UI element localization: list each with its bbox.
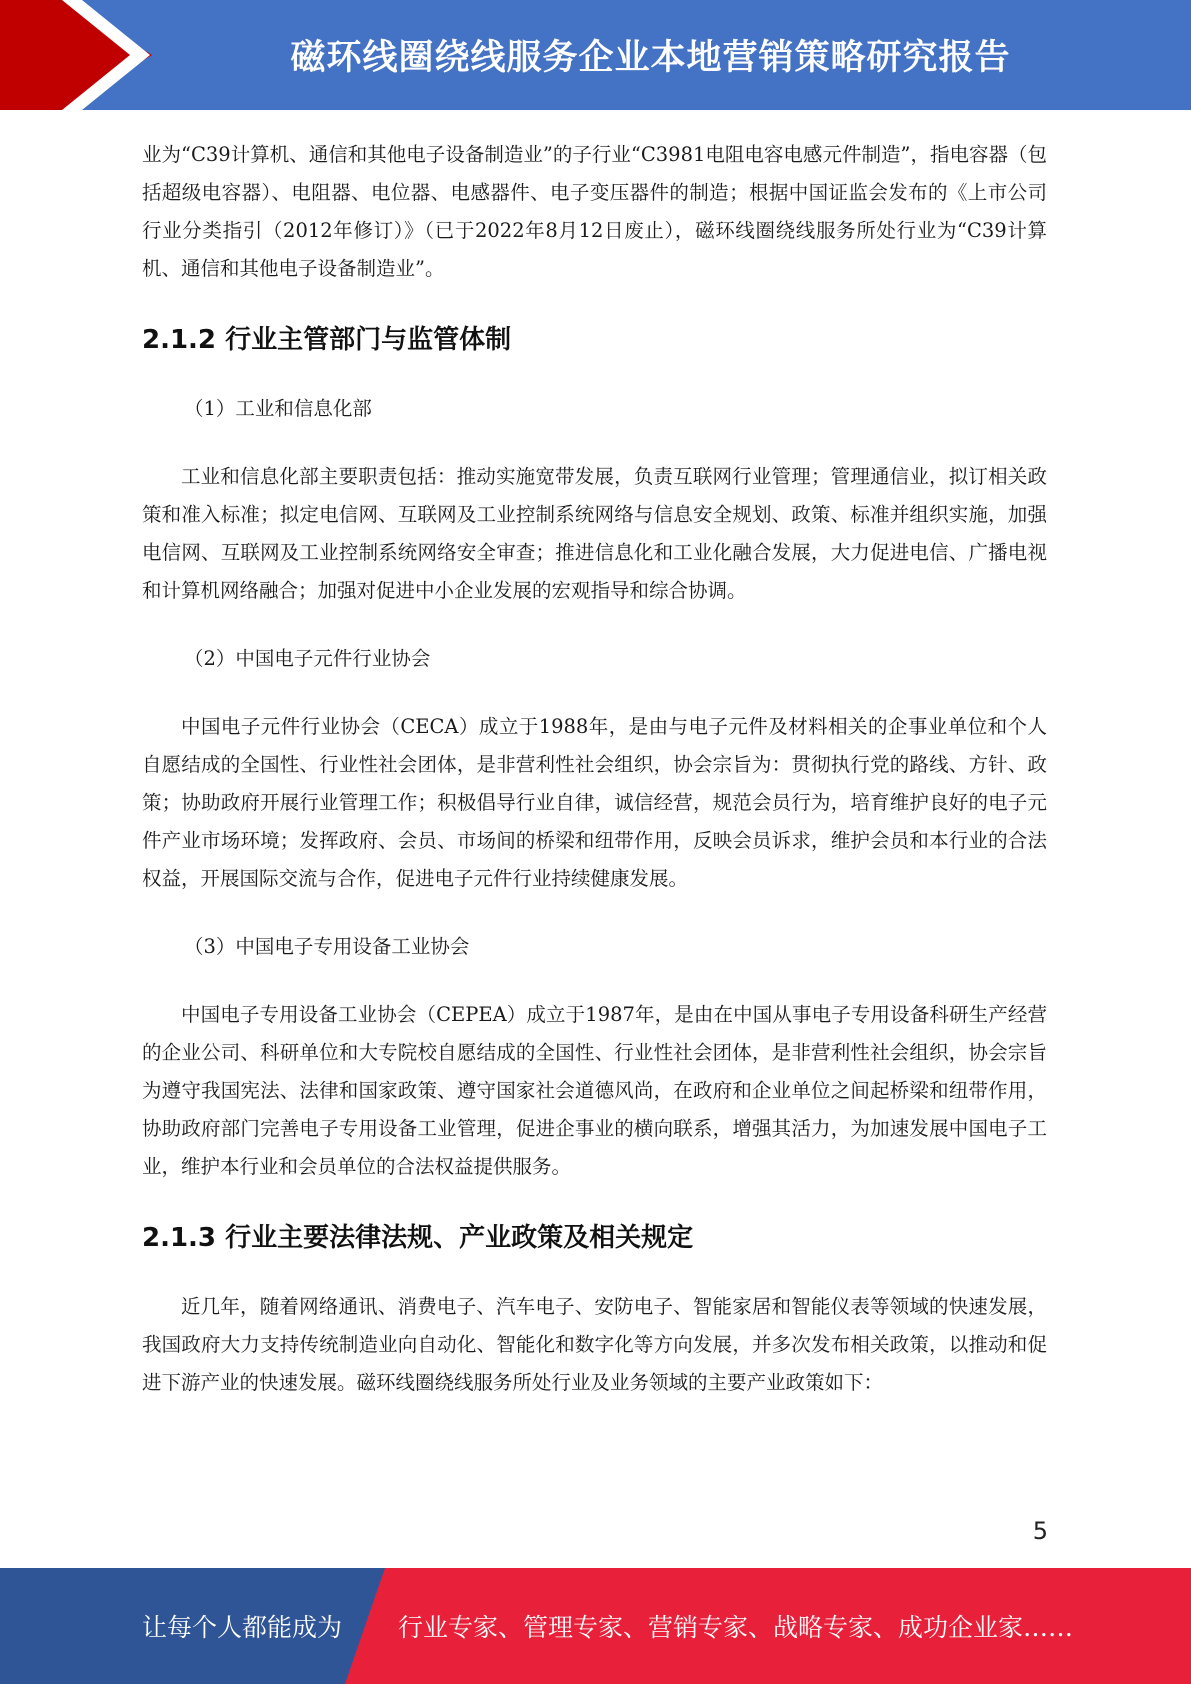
footer-slogan-left: 让每个人都能成为 [142,1613,343,1642]
intro-paragraph: 业为“C39计算机、通信和其他电子设备制造业”的子行业“C3981电阻电容电感元件制造”，指电容器（包括超级电容器）、电阻器、电位器、电感器件、电子变压器件的制造；根据中国证监会发布的《上市公司行业分类指引（2012年修订）》（已于2022年8月12日废止），磁环线圈绕线服务所处行业为“C39计算机、通信和其他电子设备制造业”。 [142,143,1047,280]
footer-slogan-right: 行业专家、管理专家、营销专家、战略专家、成功企业家…… [398,1613,1074,1642]
document-body [142,136,1047,1402]
section-heading-2-1-2: 2.1.2 行业主管部门与监管体制 [142,325,512,355]
paragraph-ceca: 中国电子元件行业协会（CECA）成立于1988年，是由与电子元件及材料相关的企事业单位和个人自愿结成的全国性、行业性社会团体，是非营利性社会组织，协会宗旨为：贯彻执行党的路线、方针、政策；协助政府开展行业管理工作；积极倡导行业自律，诚信经营，规范会员行为，培育维护良好的电子元件产业市场环境；发挥政府、会员、市场间的桥梁和纽带作用，反映会员诉求，维护会员和本行业的合法权益，开展国际交流与合作，促进电子元件行业持续健康发展。 [142,715,1047,890]
paragraph-policies: 近几年，随着网络通讯、消费电子、汽车电子、安防电子、智能家居和智能仪表等领域的快速发展，我国政府大力支持传统制造业向自动化、智能化和数字化等方向发展，并多次发布相关政策，以推动和促进下游产业的快速发展。磁环线圈绕线服务所处行业及业务领域的主要产业政策如下： [142,1295,1047,1394]
paragraph-cepea: 中国电子专用设备工业协会（CEPEA）成立于1987年，是由在中国从事电子专用设备科研生产经营的企业公司、科研单位和大专院校自愿结成的全国性、行业性社会团体，是非营利性社会组织，协会宗旨为遵守我国宪法、法律和国家政策、遵守国家社会道德风尚，在政府和企业单位之间起桥梁和纽带作用，协助政府部门完善电子专用设备工业管理，促进企事业的横向联系，增强其活力，为加速发展中国电子工业，维护本行业和会员单位的合法权益提供服务。 [142,1003,1047,1178]
paragraph-miit: 工业和信息化部主要职责包括：推动实施宽带发展，负责互联网行业管理；管理通信业，拟订相关政策和准入标准；拟定电信网、互联网及工业控制系统网络与信息安全规划、政策、标准并组织实施，加强电信网、互联网及工业控制系统网络安全审查；推进信息化和工业化融合发展，大力促进电信、广播电视和计算机网络融合；加强对促进中小企业发展的宏观指导和综合协调。 [142,465,1047,602]
subsection-label-miit: （1）工业和信息化部 [184,397,372,420]
page-footer [0,1568,1191,1684]
header-red-arrow [0,0,152,110]
section-heading-2-1-3: 2.1.3 行业主要法律法规、产业政策及相关规定 [142,1223,694,1253]
subsection-label-cepea: （3）中国电子专用设备工业协会 [184,935,470,958]
page-number: 5 [1032,1517,1048,1545]
report-title: 磁环线圈绕线服务企业本地营销策略研究报告 [290,38,1011,78]
page-header [0,0,1191,110]
subsection-label-ceca: （2）中国电子元件行业协会 [184,647,431,670]
